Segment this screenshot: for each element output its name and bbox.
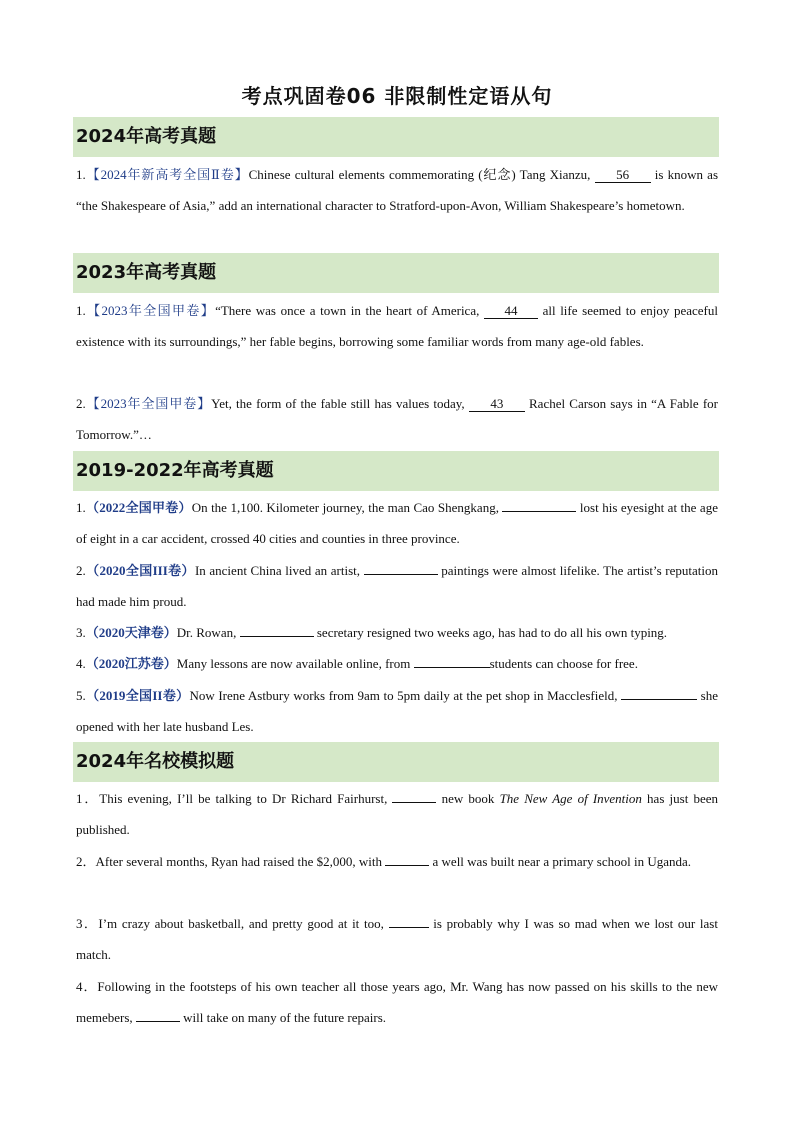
section-heading: 2023年高考真题 [73,253,719,293]
question-text: This evening, I’ll be talking to Dr Richard Fairhurst, [99,791,393,806]
answer-blank [414,667,490,668]
answer-blank [621,699,697,700]
question-text: is known as “the Shakespeare of Asia,” add an international character to Stratford-upon-Avon, William Shakespeare’s hometown. [76,167,719,213]
question-text: Following in the footsteps of his own teacher all those years ago, Mr. Wang has now passed on his skills to the new memebers, [76,979,718,1025]
question-source: （2020江苏卷） [85,656,177,671]
question-text: Rachel Carson says in “A Fable for Tomorrow.”… [76,396,718,442]
question-text: After several months, Ryan had raised the $2,000, with [95,854,386,869]
section-heading: 2024年名校模拟题 [73,742,719,782]
question-text: Chinese cultural elements commemorating (纪念) Tang Xianzu, [248,167,595,182]
question-text: lost his eyesight at the age of eight in a car accident, crossed 40 cities and counties in three province. [76,500,718,546]
question-number: 3. [76,625,86,640]
question [76,680,718,742]
answer-blank: 43 [469,397,525,412]
question-number: 2. [76,563,86,578]
question [76,492,718,554]
question-number: 2. [76,396,86,411]
question-text: new book [436,791,500,806]
question [76,846,718,877]
question-source: 【2023年全国甲卷】 [85,396,212,411]
question-text: Dr. Rowan, [176,625,240,640]
question-text: Yet, the form of the fable still has values today, [211,396,469,411]
answer-blank: 44 [484,304,538,319]
question [76,617,718,648]
question-number: 2． [76,854,96,869]
answer-blank [136,1021,180,1022]
question-source: （2022全国甲卷） [85,500,192,515]
question [76,648,718,679]
section-heading: 2019-2022年高考真题 [73,451,719,491]
question-number: 1. [76,500,86,515]
question-text: is probably why I was so mad when we lost our last match. [76,916,718,962]
answer-blank [389,927,429,928]
question-source: （2020全国III卷） [85,563,195,578]
question-text: I’m crazy about basketball, and pretty good at it too, [98,916,389,931]
question-text: On the 1,100. Kilometer journey, the man Cao Shengkang, [191,500,503,515]
question-text: Many lessons are now available online, from [176,656,414,671]
question-text: students can choose for free. [489,656,638,671]
answer-blank [392,802,436,803]
question-number: 1. [76,167,86,182]
answer-blank [502,511,576,512]
question [76,971,718,1033]
question-text: In ancient China lived an artist, [194,563,364,578]
question [76,555,718,617]
question-source: （2019全国II卷） [85,688,190,703]
question-number: 4. [76,656,86,671]
question-text: Now Irene Astbury works from 9am to 5pm daily at the pet shop in Macclesfield, [189,688,622,703]
question-text: paintings were almost lifelike. The artist’s reputation had made him proud. [76,563,718,609]
question [76,388,718,450]
page-title: 考点巩固卷06 非限制性定语从句 [241,84,553,108]
question [76,908,718,970]
question-source: 【2023年全国甲卷】 [85,303,216,318]
section-heading: 2024年高考真题 [73,117,719,157]
question-source: （2020天津卷） [85,625,177,640]
question-number: 4． [76,979,98,994]
question-text: has just been published. [76,791,718,837]
question-text: a well was built near a primary school in Uganda. [429,854,691,869]
question-text: “There was once a town in the heart of America, [215,303,484,318]
question [76,295,718,357]
question [76,783,718,845]
question-text: secretary resigned two weeks ago, has had to do all his own typing. [313,625,668,640]
question-number: 3． [76,916,99,931]
question-number: 1. [76,303,86,318]
answer-blank [385,865,429,866]
question-text: all life seemed to enjoy peaceful existence with its surroundings,” her fable begins, borrowing some familiar words from many age-old fables. [76,303,718,349]
answer-blank: 56 [595,168,651,183]
question-number: 5. [76,688,86,703]
question-number: 1． [76,791,100,806]
question-text: will take on many of the future repairs. [179,1010,387,1025]
question [76,159,718,221]
question-text: she opened with her late husband Les. [76,688,718,734]
answer-blank [364,574,438,575]
question-source: 【2024年新高考全国Ⅱ卷】 [85,167,249,182]
book-title: The New Age of Invention [499,791,642,806]
answer-blank [240,636,314,637]
